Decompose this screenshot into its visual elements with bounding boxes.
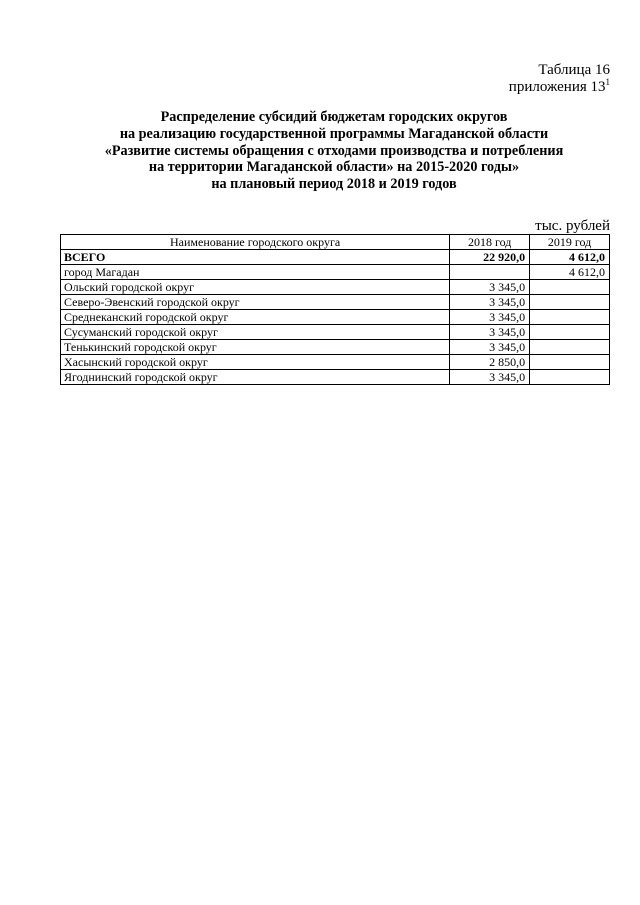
column-header-name: Наименование городского округа <box>61 235 450 250</box>
title-line-2: на реализацию государственной программы Магаданской области <box>119 125 549 142</box>
value-2018-cell: 3 345,0 <box>450 325 530 340</box>
value-2019-cell <box>530 340 610 355</box>
title-line-5: на плановый период 2018 и 2019 годов <box>211 176 457 193</box>
value-2018-cell: 3 345,0 <box>450 340 530 355</box>
total-2018-cell: 22 920,0 <box>450 250 530 265</box>
value-2019-cell <box>530 280 610 295</box>
value-2019-cell: 4 612,0 <box>530 265 610 280</box>
title-line-1: Распределение субсидий бюджетам городских округов <box>160 109 508 125</box>
value-2019-cell <box>530 370 610 385</box>
document-title <box>60 109 608 193</box>
document-header <box>509 62 610 96</box>
value-2018-cell <box>450 265 530 280</box>
district-name-cell: Среднеканский городской округ <box>61 310 450 325</box>
table-row <box>61 355 610 370</box>
district-name-cell: город Магадан <box>61 265 450 280</box>
value-2018-cell: 2 850,0 <box>450 355 530 370</box>
district-name-cell: Тенькинский городской округ <box>61 340 450 355</box>
appendix-text: приложения 13 <box>508 79 606 95</box>
table-header-row <box>61 235 610 250</box>
table-number-label: Таблица 16 <box>538 62 610 78</box>
district-name-cell: Ягоднинский городской округ <box>61 370 450 385</box>
district-name-cell: Северо-Эвенский городской округ <box>61 295 450 310</box>
table-row <box>61 280 610 295</box>
table-row <box>61 370 610 385</box>
title-line-4: на территории Магаданской области» на 2015-2020 годы» <box>148 159 520 176</box>
column-header-2019: 2019 год <box>530 235 610 250</box>
table-row <box>61 295 610 310</box>
table-total-row <box>61 250 610 265</box>
district-name-cell: Сусуманский городской округ <box>61 325 450 340</box>
value-2019-cell <box>530 310 610 325</box>
value-2019-cell <box>530 325 610 340</box>
value-2019-cell <box>530 355 610 370</box>
value-2018-cell: 3 345,0 <box>450 295 530 310</box>
value-2019-cell <box>530 295 610 310</box>
appendix-superscript: 1 <box>605 77 610 87</box>
units-label: тыс. рублей <box>535 218 610 234</box>
appendix-label <box>509 79 610 96</box>
table-row <box>61 265 610 280</box>
subsidy-table <box>60 234 610 385</box>
value-2018-cell: 3 345,0 <box>450 310 530 325</box>
title-line-3: «Развитие системы обращения с отходами производства и потребления <box>104 142 564 159</box>
district-name-cell: Ольский городской округ <box>61 280 450 295</box>
column-header-2018: 2018 год <box>450 235 530 250</box>
table-row <box>61 340 610 355</box>
table-row <box>61 325 610 340</box>
value-2018-cell: 3 345,0 <box>450 280 530 295</box>
table-row <box>61 310 610 325</box>
total-name-cell: ВСЕГО <box>61 250 450 265</box>
district-name-cell: Хасынский городской округ <box>61 355 450 370</box>
total-2019-cell: 4 612,0 <box>530 250 610 265</box>
value-2018-cell: 3 345,0 <box>450 370 530 385</box>
